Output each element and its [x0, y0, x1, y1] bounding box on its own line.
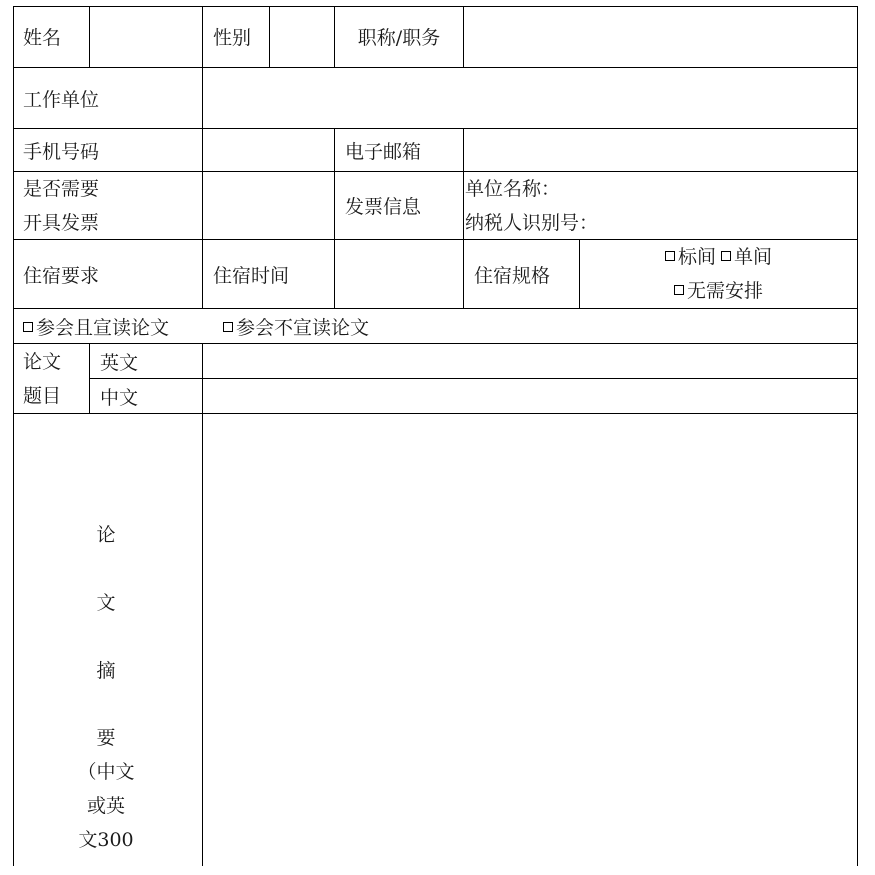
email-field[interactable]: [464, 129, 858, 172]
phone-label: 手机号码: [13, 129, 203, 172]
abstract-label-char-1: 论: [96, 524, 116, 546]
english-title-label: 英文: [90, 344, 203, 379]
option-standard-room[interactable]: 标间: [665, 246, 716, 268]
abstract-label-cell: [13, 414, 203, 866]
abstract-label-char-5: （中文: [77, 761, 135, 783]
attendance-options: [13, 309, 858, 344]
lodging-spec-label: 住宿规格: [464, 240, 580, 309]
option-attend-and-present[interactable]: 参会且宣读论文: [23, 313, 169, 340]
name-field[interactable]: [90, 6, 203, 68]
invoice-needed-line1: 是否需要: [23, 177, 100, 200]
lodging-time-field[interactable]: [335, 240, 464, 309]
abstract-label-char-4: 要: [96, 727, 116, 749]
title-position-field[interactable]: [464, 6, 858, 68]
english-title-field[interactable]: [203, 344, 858, 379]
option-single-room[interactable]: 单间: [721, 246, 772, 268]
option-attend-no-present[interactable]: 参会不宣读论文: [223, 313, 369, 340]
name-label: 姓名: [13, 6, 90, 68]
gender-label: 性别: [203, 6, 270, 68]
chinese-title-field[interactable]: [203, 379, 858, 414]
chinese-title-label: 中文: [90, 379, 203, 414]
employer-label: 工作单位: [13, 68, 203, 129]
lodging-options-line1: [665, 240, 772, 274]
invoice-info-field[interactable]: [464, 172, 858, 240]
abstract-label-char-6: 或英: [86, 795, 125, 817]
phone-field[interactable]: [203, 129, 335, 172]
abstract-label-char-2: 文: [96, 592, 116, 614]
paper-title-line2: 题目: [23, 384, 62, 407]
lodging-requirement-label: 住宿要求: [13, 240, 203, 309]
option-no-lodging[interactable]: 无需安排: [674, 280, 763, 302]
invoice-needed-label: [13, 172, 203, 240]
email-label: 电子邮箱: [335, 129, 464, 172]
title-position-label: 职称/职务: [335, 6, 464, 68]
lodging-time-label: 住宿时间: [203, 240, 335, 309]
lodging-spec-options: [580, 240, 858, 309]
gender-field[interactable]: [270, 6, 335, 68]
invoice-needed-line2: 开具发票: [23, 211, 100, 234]
abstract-label-char-7: 文300: [78, 829, 134, 851]
abstract-label-char-3: 摘: [96, 660, 116, 682]
company-name-label: 单位名称：: [465, 177, 561, 200]
lodging-options-line2: [674, 274, 763, 308]
paper-title-line1: 论文: [23, 350, 62, 373]
invoice-needed-field[interactable]: [203, 172, 335, 240]
taxpayer-id-label: 纳税人识别号：: [465, 211, 599, 234]
invoice-info-label: 发票信息: [335, 172, 464, 240]
employer-field[interactable]: [203, 68, 858, 129]
paper-title-label: [13, 344, 90, 414]
abstract-field[interactable]: [203, 414, 858, 866]
